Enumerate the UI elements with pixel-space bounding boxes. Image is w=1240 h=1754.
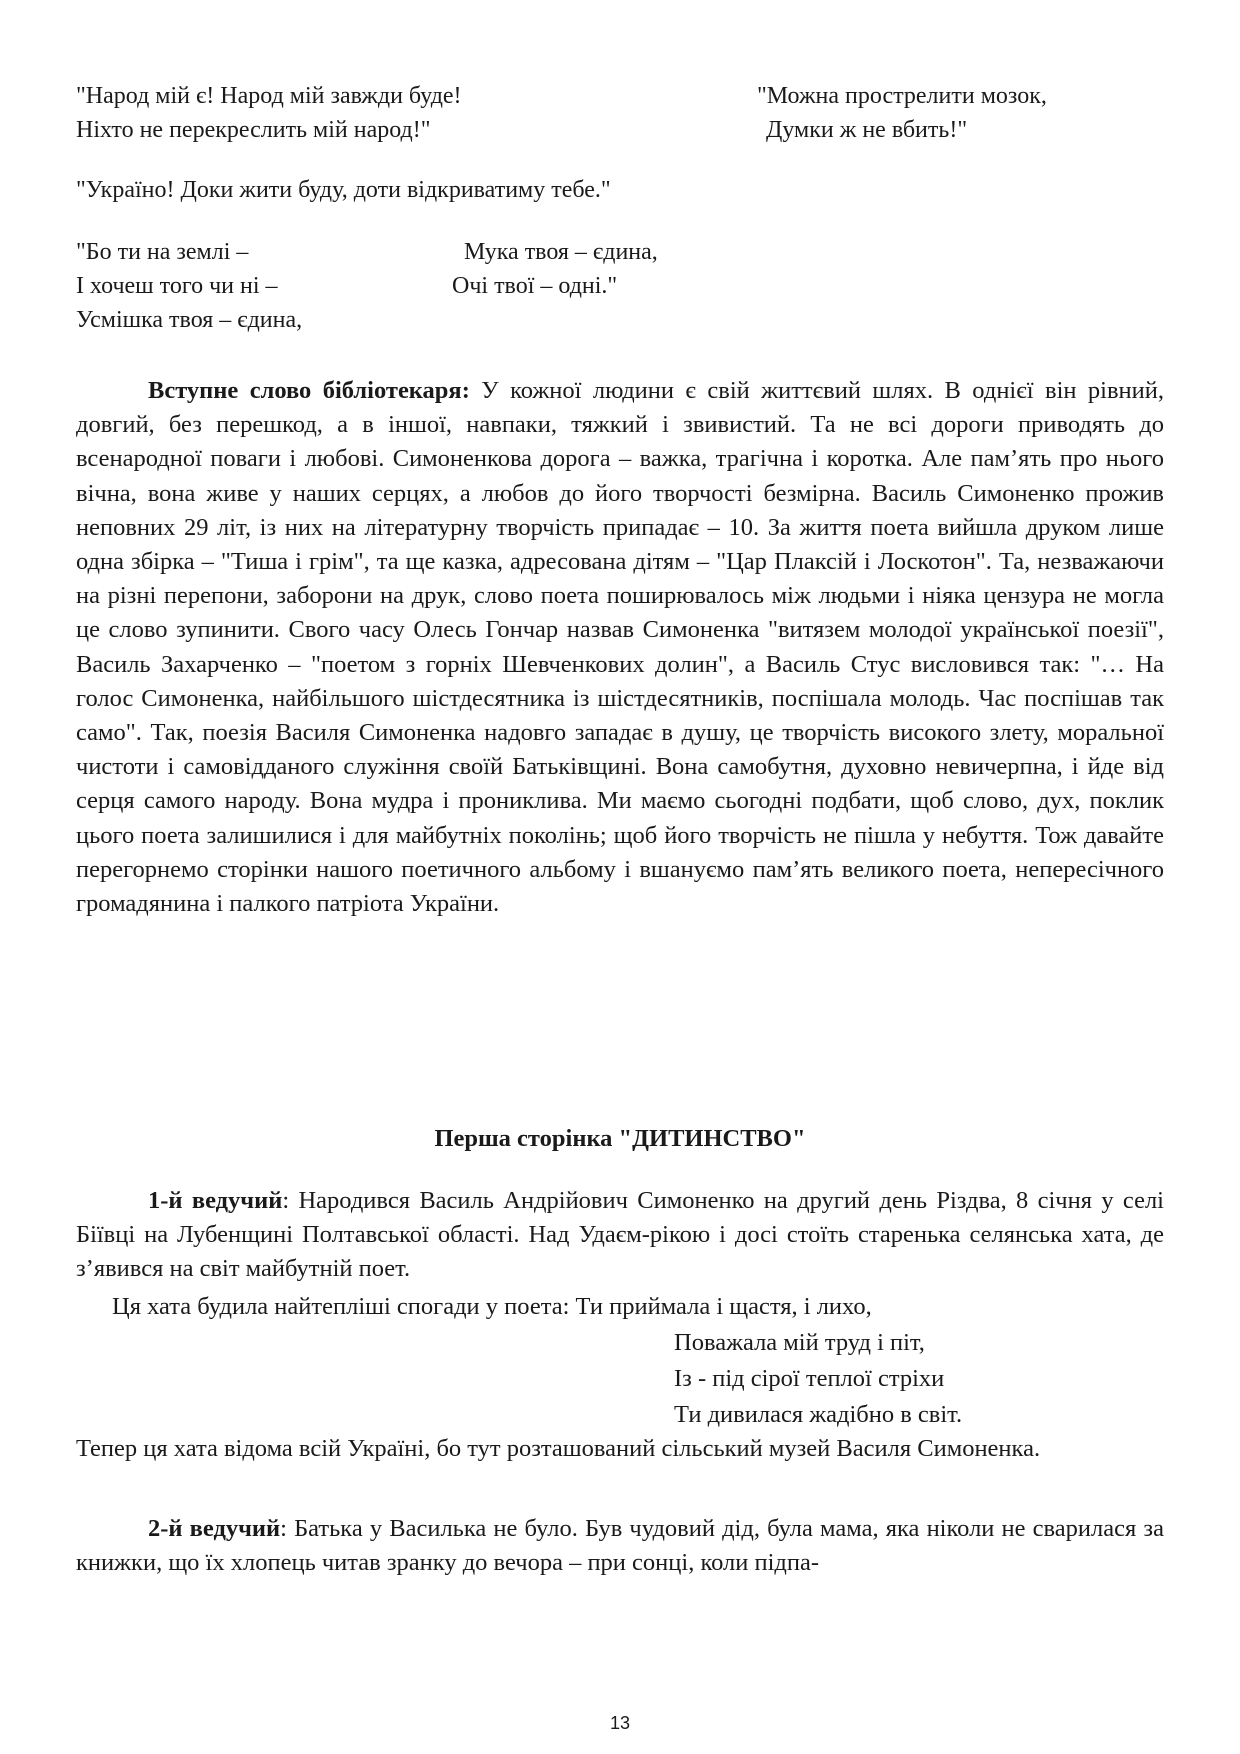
host2-text: : Батька у Василька не було. Був чудовий дід, була мама, яка ніколи не сварилася за книжки, що їх хлопець читав зранку до вечора – при сонці, коли підпа- <box>76 1515 1164 1577</box>
poem-line-3: Ти дивилася жадібно в світ. <box>674 1401 963 1428</box>
page-number: 13 <box>609 1713 631 1733</box>
quote-bo-ty-line-1: "Бо ти на землі – <box>76 239 249 265</box>
poem-line-2: Із - під сірої теплої стріхи <box>674 1365 945 1392</box>
quote-muka-line-2: Очі твої – одні." <box>452 273 618 299</box>
quote-bo-ty-line-3: Усмішка твоя – єдина, <box>76 307 303 333</box>
intro-paragraph <box>76 374 1164 921</box>
quote-ukraine: "Україно! Доки жити буду, доти відкриватиму тебе." <box>76 177 611 203</box>
host1-text: : Народився Василь Андрійович Симоненко на другий день Різдва, 8 січня у селі Біївці на Лубенщині Полтавської області. Над Удаєм-рікою і досі стоїть старенька селянська хата, де з’явився на світ майбутній поет. <box>76 1187 1164 1283</box>
quote-people-line-1: "Народ мій є! Народ мій завжди буде! <box>76 83 462 109</box>
host2-paragraph <box>76 1512 1164 1580</box>
intro-label: Вступне слово бібліотекаря: <box>148 377 470 404</box>
quote-people-line-2: Ніхто не перекреслить мій народ!" <box>76 117 431 143</box>
museum-paragraph: Тепер ця хата відома всій Україні, бо тут розташований сільський музей Василя Симоненка. <box>76 1435 1041 1462</box>
quote-muka-line-1: Мука твоя – єдина, <box>464 239 658 265</box>
host1-paragraph <box>76 1184 1164 1287</box>
intro-text: У кожної людини є свій життєвий шлях. В однієї він рівний, довгий, без перешкод, а в іншої, навпаки, тяжкий і звивистий. Та не всі дороги приводять до всенародної поваги і любові. Симоненкова дорога – важка, трагічна і коротка. Але пам’ять про нього вічна, вона живе у наших серцях, а любов до його творчості безмірна. Василь Симоненко прожив неповних 29 літ, із них на літературну творчість припадає – 10. За життя поета вийшла друком лише одна збірка – "Тиша і грім", та ще казка, адресована дітям – "Цар Плаксій і Лоскотон". Та, незважаючи на різні перепони, заборони на друк, слово поета поширювалось між людьми і ніяка цензура не могла це слово зупинити. Свого часу Олесь Гончар назвав Симоненка "витязем молодої української поезії", Василь Захарченко – "поетом з горніх Шевченкових долин", а Василь Стус висловився так: "… На голос Симоненка, найбільшого шістдесятника із шістдесятників, поспішала молодь. Час поспішав так само". Так, поезія Василя Симоненка надовго западає в душу, це творчість високого злету, моральної чистоти і самовідданого служіння своїй Батьківщині. Вона самобутня, духовно невичерпна, і йде від серця самого народу. Вона мудра і прониклива. Ми маємо сьогодні подбати, щоб слово, дух, поклик цього поета залишилися і для майбутніх поколінь; щоб його творчість не пішла у небуття. Тож давайте перегорнемо сторінки нашого поетичного альбому і вшануємо пам’ять великого поета, непересічного громадянина і палкого патріота України. <box>76 377 1165 918</box>
quote-brain-line-2: Думки ж не вбить!" <box>766 117 968 143</box>
quote-brain-line-1: "Можна прострелити мозок, <box>757 83 1047 109</box>
host2-label: 2-й ведучий <box>148 1515 281 1542</box>
host1-label: 1-й ведучий <box>148 1187 283 1214</box>
quote-bo-ty-line-2: І хочеш того чи ні – <box>76 273 278 299</box>
house-line: Ця хата будила найтепліші спогади у поета: Ти приймала і щастя, і лихо, <box>112 1293 872 1320</box>
section-title: Перша сторінка "ДИТИНСТВО" <box>434 1125 806 1152</box>
poem-line-1: Поважала мій труд і піт, <box>674 1329 925 1356</box>
